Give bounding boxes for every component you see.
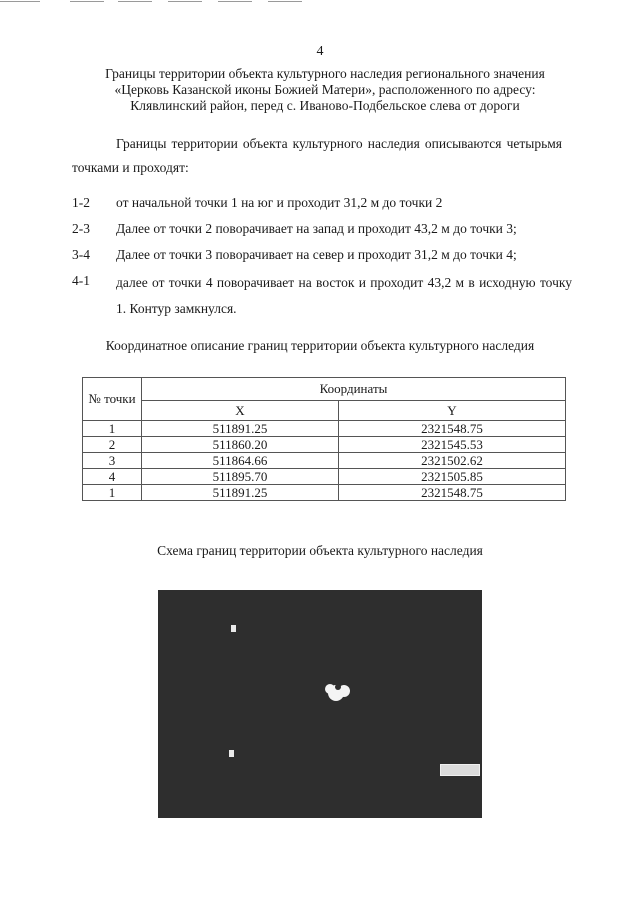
segment-text: Далее от точки 3 поворачивает на север и проходит 31,2 м до точки 4; [116,247,517,262]
scan-top-marks [0,0,640,6]
boundary-point-marker [229,750,234,757]
map-background [158,590,482,818]
x-cell: 511891.25 [142,421,339,437]
segment-item [72,192,572,214]
segment-item [72,244,572,266]
point-cell: 2 [83,437,142,453]
y-column-header: Y [339,401,566,421]
table-row [83,453,566,469]
intro-paragraph: Границы территории объекта культурного наследия описываются четырьмя точками и проходят: [72,136,562,175]
table-row [83,469,566,485]
table-row [83,485,566,501]
x-cell: 511891.25 [142,485,339,501]
page-number: 4 [316,44,324,59]
scheme-map-graphic [158,590,482,818]
x-column-header: X [142,401,339,421]
segment-number: 2-3 [72,221,90,236]
point-column-header: № точки [83,378,142,421]
boundary-segments-list [72,192,572,326]
scale-bar-label [440,764,480,776]
segment-number: 3-4 [72,247,90,262]
segment-text: Далее от точки 2 поворачивает на запад и проходит 43,2 м до точки 3; [116,221,517,236]
table-row [83,437,566,453]
segment-item [72,218,572,240]
point-cell: 4 [83,469,142,485]
scheme-map-image [158,590,482,818]
y-cell: 2321548.75 [339,485,566,501]
y-cell: 2321545.53 [339,437,566,453]
x-cell: 511864.66 [142,453,339,469]
segment-number: 4-1 [72,273,90,288]
title-line-3: Клявлинский район, перед с. Ивановo-Подбельское слева от дороги [130,98,520,113]
y-cell: 2321548.75 [339,421,566,437]
title-line-2: «Церковь Казанской иконы Божией Матери», расположенного по адресу: [114,82,536,97]
document-title [60,66,590,114]
point-cell: 1 [83,485,142,501]
point-cell: 3 [83,453,142,469]
segment-number: 1-2 [72,195,90,210]
title-line-1: Границы территории объекта культурного наследия регионального значения [105,66,545,81]
scheme-title: Схема границ территории объекта культурного наследия [157,543,483,558]
segment-item [72,270,572,322]
x-cell: 511895.70 [142,469,339,485]
y-cell: 2321502.62 [339,453,566,469]
table-row [83,421,566,437]
x-cell: 511860.20 [142,437,339,453]
point-cell: 1 [83,421,142,437]
coordinates-column-header: Координаты [142,378,566,401]
segment-text: от начальной точки 1 на юг и проходит 31,2 м до точки 2 [116,195,443,210]
segment-text: далее от точки 4 поворачивает на восток и проходит 43,2 м в исходную точку 1. Контур замкнулся. [116,275,572,316]
coordinates-heading: Координатное описание границ территории объекта культурного наследия [105,338,535,353]
boundary-point-marker [231,625,236,632]
coordinates-table [82,377,566,501]
y-cell: 2321505.85 [339,469,566,485]
